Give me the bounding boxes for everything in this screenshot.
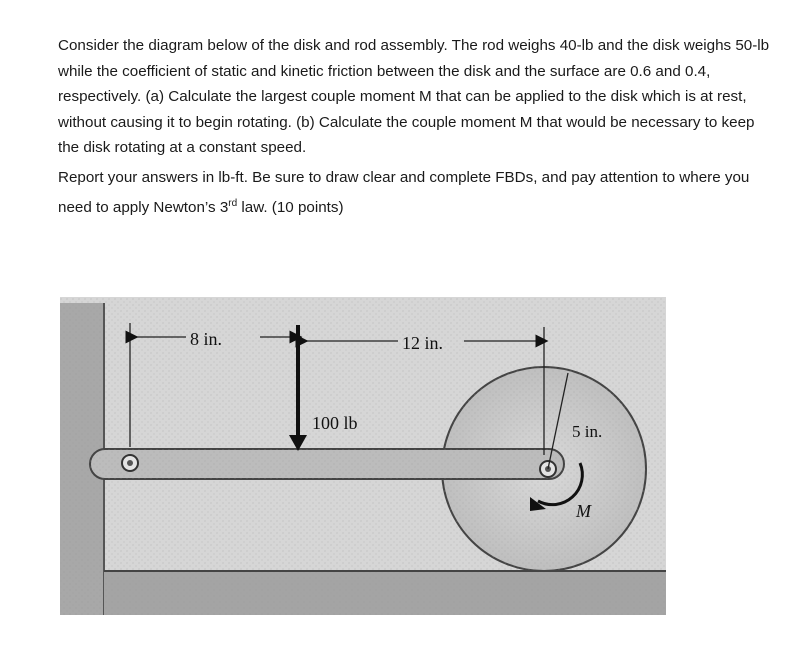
dim-right-label: 12 in. [402, 333, 444, 353]
paragraph-2-text: Report your answers in lb-ft. Be sure to draw clear and complete FBDs, and pay attention to where you need to apply Newton’s 3 [58, 168, 750, 216]
paragraph-2-text-end: law. (10 points) [237, 198, 344, 216]
problem-paragraph-2 [58, 165, 778, 220]
floor-texture [104, 571, 666, 615]
dim-left-label: 8 in. [190, 329, 223, 349]
problem-paragraph-1: Consider the diagram below of the disk and rod assembly. The rod weighs 40-lb and the disk weighs 50-lb while the coefficient of static and kinetic friction between the disk and the surface are 0.6 and 0.4, respectively. (a) Calculate the largest couple moment M that can be applied to the disk which is at rest, without causing it to begin rotating. (b) Calculate the couple moment M that would be necessary to keep the disk rotating at a constant speed. [58, 37, 770, 157]
radius-label: 5 in. [572, 422, 603, 441]
ordinal-superscript: rd [228, 197, 238, 209]
moment-label: M [576, 501, 591, 521]
load-label: 100 lb [312, 413, 358, 433]
left-pin-center [127, 460, 133, 466]
rod-texture [90, 449, 564, 479]
diagram-svg [60, 297, 666, 615]
problem-statement [58, 33, 778, 224]
disk-rod-diagram [60, 297, 666, 615]
